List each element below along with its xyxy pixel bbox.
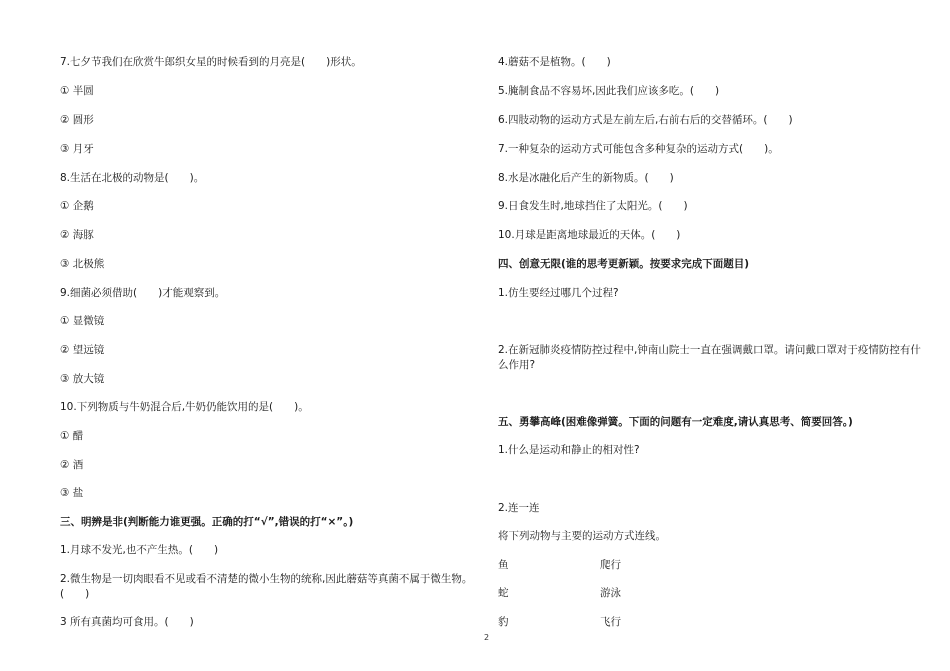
true-false-4: 4.蘑菇不是植物。( ) — [498, 56, 611, 68]
match-row — [498, 586, 621, 601]
section-5-title: 五、勇攀高峰(困难像弹簧。下面的问题有一定难度,请认真思考、简要回答。) — [498, 416, 853, 428]
match-motion: 飞行 — [600, 616, 621, 628]
q9-option-3: ③ 放大镜 — [60, 373, 105, 385]
q8-option-2: ② 海豚 — [60, 229, 94, 241]
page-number: 2 — [484, 633, 490, 642]
true-false-10: 10.月球是距离地球最近的天体。( ) — [498, 229, 681, 241]
q9-option-2: ② 望远镜 — [60, 344, 105, 356]
section-4-question-2: 2.在新冠肺炎疫情防控过程中,钟南山院士一直在强调戴口罩。请问戴口罩对于疫情防控有什么作用? — [498, 344, 921, 371]
q7-option-3: ③ 月牙 — [60, 143, 94, 155]
q10-option-1: ① 醋 — [60, 430, 84, 442]
q7-option-2: ② 圆形 — [60, 114, 94, 126]
match-motion: 游泳 — [600, 587, 621, 599]
question-10: 10.下列物质与牛奶混合后,牛奶仍能饮用的是( )。 — [60, 401, 309, 413]
q8-option-1: ① 企鹅 — [60, 200, 94, 212]
question-8: 8.生活在北极的动物是( )。 — [60, 172, 205, 184]
q8-option-3: ③ 北极熊 — [60, 258, 105, 270]
match-row — [498, 558, 621, 573]
true-false-9: 9.日食发生时,地球挡住了太阳光。( ) — [498, 200, 688, 212]
match-animal: 鱼 — [498, 559, 509, 571]
q10-option-2: ② 酒 — [60, 459, 84, 471]
q7-option-1: ① 半圆 — [60, 85, 94, 97]
match-animal: 豹 — [498, 616, 509, 628]
true-false-2: 2.微生物是一切肉眼看不见或看不清楚的微小生物的统称,因此蘑菇等真菌不属于微生物。( ) — [60, 573, 473, 600]
true-false-3: 3 所有真菌均可食用。( ) — [60, 616, 194, 628]
question-9: 9.细菌必须借助( )才能观察到。 — [60, 287, 226, 299]
section-5-question-1: 1.什么是运动和静止的相对性? — [498, 444, 640, 456]
true-false-6: 6.四肢动物的运动方式是左前左后,右前右后的交替循环。( ) — [498, 114, 793, 126]
question-7: 7.七夕节我们在欣赏牛郎织女星的时候看到的月亮是( )形状。 — [60, 56, 362, 68]
match-motion: 爬行 — [600, 559, 621, 571]
match-row — [498, 615, 621, 630]
q9-option-1: ① 显微镜 — [60, 315, 105, 327]
true-false-1: 1.月球不发光,也不产生热。( ) — [60, 544, 219, 556]
section-4-title: 四、创意无限(谁的思考更新颖。按要求完成下面题目) — [498, 258, 750, 270]
section-3-title: 三、明辨是非(判断能力谁更强。正确的打“√”,错误的打“×”。) — [60, 516, 354, 528]
q10-option-3: ③ 盐 — [60, 487, 84, 499]
true-false-5: 5.腌制食品不容易坏,因此我们应该多吃。( ) — [498, 85, 720, 97]
true-false-8: 8.水是冰融化后产生的新物质。( ) — [498, 172, 674, 184]
section-5-question-2: 2.连一连 — [498, 502, 540, 514]
true-false-7: 7.一种复杂的运动方式可能包含多种复杂的运动方式( )。 — [498, 143, 779, 155]
section-4-question-1: 1.仿生要经过哪几个过程? — [498, 287, 619, 299]
match-animal: 蛇 — [498, 587, 509, 599]
matching-instruction: 将下列动物与主要的运动方式连线。 — [498, 530, 666, 542]
